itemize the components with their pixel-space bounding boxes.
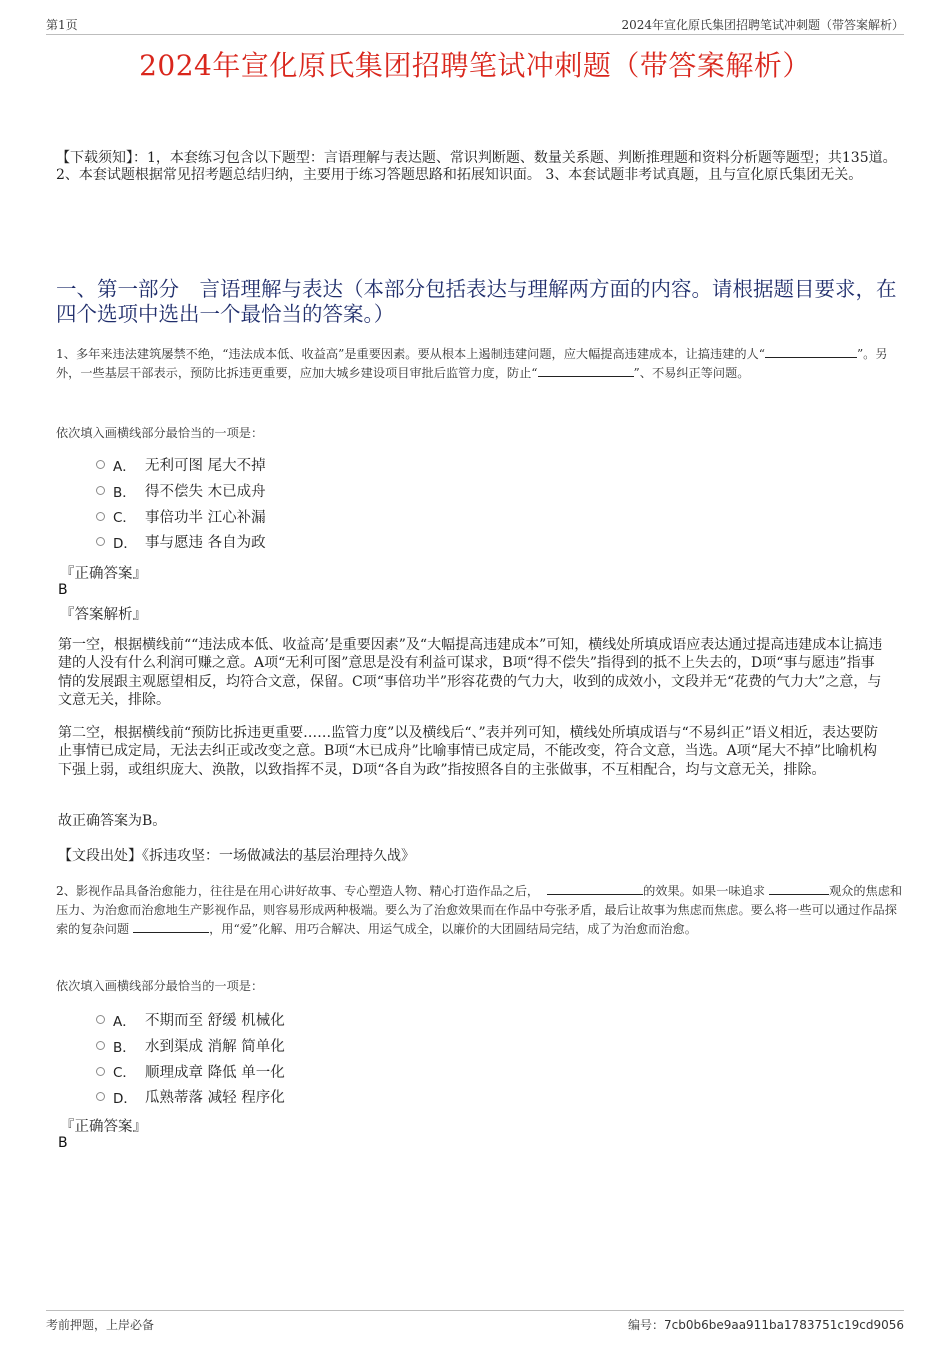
- question-2-text: [56, 882, 904, 939]
- option-text: 事与愿违 各自为政: [145, 535, 266, 552]
- option-text: 瓜熟蒂落 减轻 程序化: [145, 1090, 285, 1107]
- question-2-prompt: 依次填入画横线部分最恰当的一项是：: [56, 979, 264, 993]
- question-2-part-d: ，用“爱”化解、用巧合解决、用运气成全，以廉价的大团圆结局完结，成了为治愈而治愈。: [209, 922, 697, 936]
- answer-label: 『正确答案』: [60, 566, 147, 582]
- document-title: 2024年宣化原氏集团招聘笔试冲刺题（带答案解析）: [139, 49, 811, 82]
- section-heading: 一、第一部分 言语理解与表达（本部分包括表达与理解两方面的内容。请根据题目要求，在四个选项中选出一个最恰当的答案。）: [56, 277, 897, 326]
- option-letter: A．: [113, 458, 136, 475]
- radio-icon[interactable]: [96, 1015, 105, 1024]
- passage-source: 【文段出处】《拆违攻坚：一场做减法的基层治理持久战》: [58, 848, 415, 864]
- answer-blank: [547, 883, 643, 895]
- option-c[interactable]: [96, 1058, 285, 1084]
- download-notice: 【下载须知】：1，本套练习包含以下题型：言语理解与表达题、常识判断题、数量关系题、判断推理题和资料分析题等题型；共135道。 2、本套试题根据常见招考题总结归纳，主要用于练习答题思路和拓展知识面。 3、本套试题非考试真题，且与宣化原氏集团无关。: [56, 150, 897, 183]
- question-2-part-c: 观众的焦虑和压力、为治愈而治愈地生产影视作品，则容易形成两种极端。要么为了治愈效果而在作品中夸张矛盾，最后让故事为焦虑而焦虑。要么将一些可以通过作品探索的复杂问题: [56, 884, 903, 936]
- analysis-label: 『答案解析』: [60, 607, 147, 623]
- footer-slogan: 考前押题，上岸必备: [46, 1318, 155, 1332]
- option-text: 事倍功半 江心补漏: [145, 509, 266, 526]
- page-header: [46, 14, 904, 35]
- question-1-prompt: 依次填入画横线部分最恰当的一项是：: [56, 426, 264, 440]
- answer-value: B: [58, 1135, 68, 1151]
- analysis-paragraph: 第二空，根据横线前“预防比拆违更重要……监管力度”以及横线后“、”表并列可知，横线处所填成语与“不易纠正”语义相近，表达要防止事情已成定局，无法去纠正或改变之意。B项“木已成舟”比喻事情已成定局，不能改变，符合文意，当选。A项“尾大不掉”比喻机构下强上弱，或组织庞大、涣散，以致指挥不灵，D项“各自为政”指按照各自的主张做事，不互相配合，均与文意无关，排除。: [58, 725, 878, 778]
- radio-icon[interactable]: [96, 460, 105, 469]
- option-text: 无利可图 尾大不掉: [145, 458, 266, 475]
- option-text: 不期而至 舒缓 机械化: [145, 1013, 285, 1030]
- question-1-part-a: 1、多年来违法建筑屡禁不绝，“违法成本低、收益高”是重要因素。要从根本上遏制违建问题，应大幅提高违建成本，让搞违建的人“: [56, 347, 765, 361]
- option-text: 顺理成章 降低 单一化: [145, 1064, 285, 1081]
- radio-icon[interactable]: [96, 537, 105, 546]
- option-d[interactable]: [96, 529, 266, 555]
- option-d[interactable]: [96, 1084, 285, 1110]
- question-1-text: [56, 345, 904, 383]
- option-letter: B．: [113, 484, 136, 501]
- option-c[interactable]: [96, 503, 266, 529]
- option-letter: B．: [113, 1039, 136, 1056]
- question-2-part-a: 2、影视作品具备治愈能力，往往是在用心讲好故事、专心塑造人物、精心打造作品之后，: [56, 884, 540, 898]
- question-1-part-c: ”、不易纠正等问题。: [633, 366, 750, 380]
- radio-icon[interactable]: [96, 1041, 105, 1050]
- option-a[interactable]: [96, 1007, 285, 1033]
- answer-label: 『正确答案』: [60, 1119, 147, 1135]
- option-letter: C．: [113, 1065, 136, 1082]
- question-1-part-b: ”。另外，一些基层干部表示，预防比拆违更重要，应加大城乡建设项目审批后监管力度，防止“: [56, 347, 888, 380]
- answer-value: B: [58, 582, 68, 598]
- option-letter: A．: [113, 1013, 136, 1030]
- option-b[interactable]: [96, 478, 266, 504]
- radio-icon[interactable]: [96, 1092, 105, 1101]
- question-1-options: [96, 452, 266, 555]
- question-2-part-b: 的效果。如果一味追求: [643, 884, 765, 898]
- radio-icon[interactable]: [96, 1067, 105, 1076]
- option-letter: D．: [113, 535, 137, 552]
- document-code-label: 编号：: [627, 1318, 664, 1332]
- option-a[interactable]: [96, 452, 266, 478]
- option-b[interactable]: [96, 1033, 285, 1059]
- option-text: 得不偿失 木已成舟: [145, 484, 266, 501]
- analysis-paragraph: 第一空，根据横线前““违法成本低、收益高’是重要因素”及“大幅提高违建成本”可知，横线处所填成语应表达通过提高违建成本让搞违建的人没有什么利润可赚之意。A项“无利可图”意思是没有利益可谋求，B项“得不偿失”指得到的抵不上失去的，D项“事与愿违”指事情的发展跟主观愿望相反，均符合文意，保留。C项“事倍功半”形容花费的气力大，收到的成效小，文段并无“花费的气力大”之意，与文意无关，排除。: [58, 637, 883, 708]
- page-number: 第1页: [46, 18, 78, 32]
- document-code-value: 7cb0b6be9aa911ba1783751c19cd9056: [663, 1318, 904, 1332]
- page-footer: [46, 1310, 904, 1335]
- answer-blank: [538, 365, 634, 377]
- option-letter: D．: [113, 1090, 137, 1107]
- option-letter: C．: [113, 510, 136, 527]
- document-code: [628, 1316, 904, 1333]
- option-text: 水到渠成 消解 简单化: [145, 1039, 285, 1056]
- radio-icon[interactable]: [96, 486, 105, 495]
- header-doc-title: 2024年宣化原氏集团招聘笔试冲刺题（带答案解析）: [621, 18, 904, 32]
- analysis-conclusion: 故正确答案为B。: [58, 813, 167, 829]
- radio-icon[interactable]: [96, 512, 105, 521]
- answer-blank: [769, 883, 829, 895]
- answer-blank: [765, 346, 857, 358]
- answer-blank: [133, 921, 209, 933]
- question-2-options: [96, 1007, 285, 1110]
